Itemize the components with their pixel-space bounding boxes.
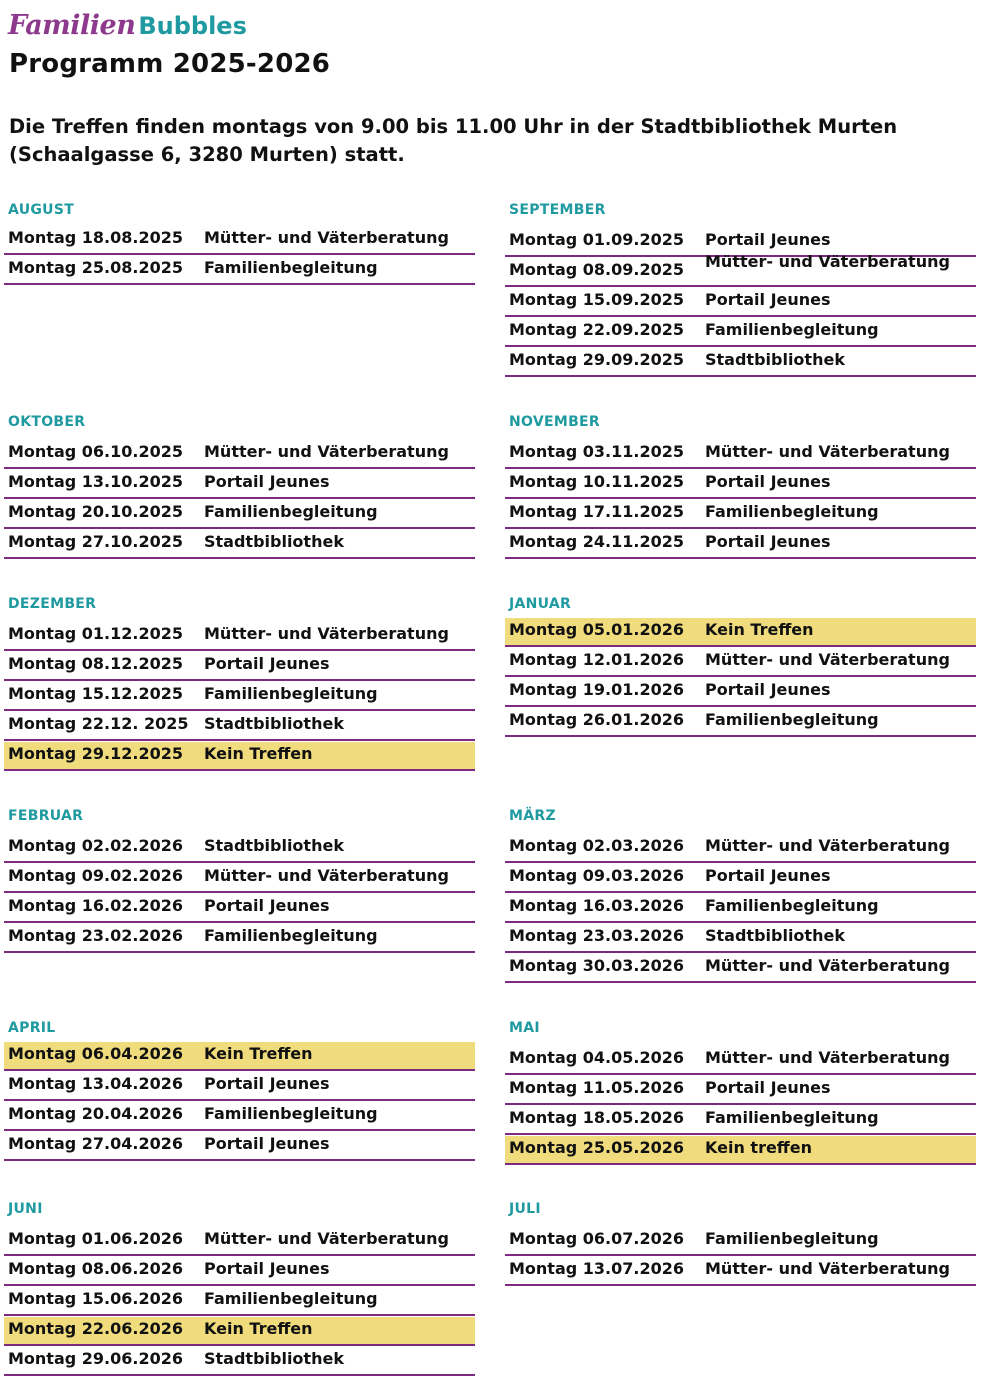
row-event: Mütter- und Väterberatung: [204, 442, 449, 461]
row-date: Montag 15.06.2026: [8, 1289, 183, 1308]
row-event: Familienbegleitung: [204, 258, 378, 277]
row-date: Montag 12.01.2026: [509, 650, 684, 669]
row-date: Montag 13.07.2026: [509, 1259, 684, 1278]
row-date: Montag 23.03.2026: [509, 926, 684, 945]
row-event: Portail Jeunes: [705, 532, 831, 551]
row-event: Stadtbibliothek: [204, 836, 344, 855]
row-date: Montag 11.05.2026: [509, 1078, 684, 1097]
schedule-row: [4, 622, 475, 651]
row-event: Stadtbibliothek: [204, 1349, 344, 1368]
row-event: Stadtbibliothek: [204, 532, 344, 551]
schedule-row: [505, 252, 976, 287]
row-date: Montag 15.09.2025: [509, 290, 684, 309]
schedule-row: [505, 1046, 976, 1075]
month-name: JULI: [509, 1201, 541, 1217]
schedule-row: [4, 1102, 475, 1131]
month-rows: [505, 440, 976, 559]
row-event: Portail Jeunes: [705, 866, 831, 885]
month-name: MÄRZ: [509, 808, 556, 824]
row-date: Montag 08.09.2025: [509, 260, 684, 279]
row-event: Familienbegleitung: [204, 1104, 378, 1123]
row-event: Familienbegleitung: [705, 1229, 879, 1248]
row-date: Montag 16.02.2026: [8, 896, 183, 915]
schedule-row: [4, 1227, 475, 1256]
row-date: Montag 16.03.2026: [509, 896, 684, 915]
row-event: Kein Treffen: [204, 1319, 313, 1338]
schedule-row: [4, 470, 475, 499]
month-rows: [505, 618, 976, 737]
month-rows: [505, 1227, 976, 1286]
row-event: Portail Jeunes: [705, 230, 831, 249]
row-date: Montag 19.01.2026: [509, 680, 684, 699]
row-date: Montag 27.04.2026: [8, 1134, 183, 1153]
schedule-row: [4, 924, 475, 953]
schedule-row: [505, 864, 976, 893]
schedule-row: [505, 470, 976, 499]
row-date: Montag 25.08.2025: [8, 258, 183, 277]
row-event: Familienbegleitung: [204, 1289, 378, 1308]
month-name: OKTOBER: [8, 414, 86, 430]
schedule-row: [505, 1106, 976, 1135]
row-date: Montag 27.10.2025: [8, 532, 183, 551]
schedule-row: [4, 530, 475, 559]
schedule-row: [505, 708, 976, 737]
row-event: Kein treffen: [705, 1138, 813, 1157]
month-rows: [4, 1042, 475, 1161]
schedule-row: [4, 652, 475, 681]
month-name: SEPTEMBER: [509, 202, 606, 218]
row-date: Montag 20.04.2026: [8, 1104, 183, 1123]
row-date: Montag 09.03.2026: [509, 866, 684, 885]
month-name: DEZEMBER: [8, 596, 97, 612]
schedule-row: [4, 712, 475, 741]
logo-bold-text: Bubbles: [138, 12, 247, 40]
row-date: Montag 23.02.2026: [8, 926, 183, 945]
row-date: Montag 06.10.2025: [8, 442, 183, 461]
schedule-row: [505, 678, 976, 707]
month-rows: [4, 226, 475, 285]
row-date: Montag 24.11.2025: [509, 532, 684, 551]
row-event: Mütter- und Väterberatung: [705, 442, 950, 461]
month-name: FEBRUAR: [8, 808, 84, 824]
row-event: Familienbegleitung: [705, 320, 879, 339]
row-event: Portail Jeunes: [204, 1074, 330, 1093]
row-date: Montag 15.12.2025: [8, 684, 183, 703]
row-event: Kein Treffen: [705, 620, 814, 639]
schedule-row: [4, 894, 475, 923]
month-rows: [4, 1227, 475, 1376]
row-event: Mütter- und Väterberatung: [705, 252, 950, 271]
schedule-row: [505, 440, 976, 469]
row-event: Mütter- und Väterberatung: [705, 1048, 950, 1067]
row-date: Montag 05.01.2026: [509, 620, 684, 639]
row-event: Portail Jeunes: [204, 896, 330, 915]
month-name: JANUAR: [509, 596, 572, 612]
row-date: Montag 25.05.2026: [509, 1138, 684, 1157]
row-date: Montag 29.12.2025: [8, 744, 183, 763]
schedule-row: [505, 530, 976, 559]
row-event: Portail Jeunes: [705, 680, 831, 699]
row-event: Stadtbibliothek: [705, 350, 845, 369]
row-event: Mütter- und Väterberatung: [204, 228, 449, 247]
row-date: Montag 06.07.2026: [509, 1229, 684, 1248]
row-event: Familienbegleitung: [204, 926, 378, 945]
schedule-row: [4, 1347, 475, 1376]
row-date: Montag 01.09.2025: [509, 230, 684, 249]
row-date: Montag 02.03.2026: [509, 836, 684, 855]
schedule-row: [505, 894, 976, 923]
schedule-row: [4, 834, 475, 863]
row-event: Portail Jeunes: [204, 654, 330, 673]
month-name: JUNI: [8, 1201, 43, 1217]
schedule-row: [505, 1227, 976, 1256]
row-event: Portail Jeunes: [204, 472, 330, 491]
row-date: Montag 10.11.2025: [509, 472, 684, 491]
schedule-row-no-meeting: [4, 1042, 475, 1071]
row-date: Montag 02.02.2026: [8, 836, 183, 855]
row-date: Montag 08.06.2026: [8, 1259, 183, 1278]
row-event: Mütter- und Väterberatung: [204, 1229, 449, 1248]
row-date: Montag 22.12. 2025: [8, 714, 189, 733]
row-event: Portail Jeunes: [204, 1134, 330, 1153]
schedule-row: [4, 682, 475, 711]
row-date: Montag 18.05.2026: [509, 1108, 684, 1127]
schedule-row: [505, 288, 976, 317]
row-date: Montag 17.11.2025: [509, 502, 684, 521]
schedule-row: [4, 226, 475, 255]
schedule-row: [505, 648, 976, 677]
schedule-row: [4, 256, 475, 285]
schedule-row: [505, 954, 976, 983]
logo-script-text: Familien: [8, 10, 136, 41]
row-date: Montag 01.06.2026: [8, 1229, 183, 1248]
row-event: Portail Jeunes: [705, 472, 831, 491]
row-date: Montag 09.02.2026: [8, 866, 183, 885]
row-event: Kein Treffen: [204, 744, 313, 763]
row-event: Familienbegleitung: [204, 502, 378, 521]
row-date: Montag 18.08.2025: [8, 228, 183, 247]
page-title: Programm 2025-2026: [9, 49, 331, 79]
month-rows: [4, 440, 475, 559]
row-event: Portail Jeunes: [705, 290, 831, 309]
schedule-row: [505, 1257, 976, 1286]
intro-text: Die Treffen finden montags von 9.00 bis 11.00 Uhr in der Stadtbibliothek Murten (Schaalgasse 6, 3280 Murten) statt.: [9, 115, 898, 166]
logo: [8, 10, 247, 46]
row-event: Familienbegleitung: [705, 502, 879, 521]
month-rows: [4, 622, 475, 771]
row-date: Montag 22.09.2025: [509, 320, 684, 339]
schedule-row: [4, 440, 475, 469]
row-event: Familienbegleitung: [705, 896, 879, 915]
schedule-row: [4, 1257, 475, 1286]
row-event: Portail Jeunes: [705, 1078, 831, 1097]
row-event: Mütter- und Väterberatung: [204, 866, 449, 885]
row-event: Mütter- und Väterberatung: [705, 1259, 950, 1278]
month-name: NOVEMBER: [509, 414, 600, 430]
month-rows: [505, 228, 976, 377]
month-rows: [505, 834, 976, 983]
row-event: Mütter- und Väterberatung: [705, 650, 950, 669]
schedule-row: [505, 348, 976, 377]
schedule-row: [505, 834, 976, 863]
schedule-row: [4, 500, 475, 529]
row-date: Montag 29.09.2025: [509, 350, 684, 369]
row-date: Montag 13.04.2026: [8, 1074, 183, 1093]
schedule-row: [505, 924, 976, 953]
row-date: Montag 08.12.2025: [8, 654, 183, 673]
row-date: Montag 26.01.2026: [509, 710, 684, 729]
row-date: Montag 13.10.2025: [8, 472, 183, 491]
row-event: Kein Treffen: [204, 1044, 313, 1063]
row-event: Portail Jeunes: [204, 1259, 330, 1278]
schedule-row: [4, 1072, 475, 1101]
row-date: Montag 06.04.2026: [8, 1044, 183, 1063]
row-date: Montag 30.03.2026: [509, 956, 684, 975]
row-event: Mütter- und Väterberatung: [705, 956, 950, 975]
row-event: Stadtbibliothek: [705, 926, 845, 945]
month-rows: [505, 1046, 976, 1165]
month-name: APRIL: [8, 1020, 56, 1036]
row-date: Montag 20.10.2025: [8, 502, 183, 521]
schedule-row-no-meeting: [505, 618, 976, 647]
row-event: Familienbegleitung: [204, 684, 378, 703]
schedule-row: [4, 1287, 475, 1316]
month-name: MAI: [509, 1020, 540, 1036]
schedule-row-no-meeting: [4, 1317, 475, 1346]
schedule-row: [505, 1076, 976, 1105]
schedule-row-no-meeting: [505, 1136, 976, 1165]
month-rows: [4, 834, 475, 953]
row-event: Mütter- und Väterberatung: [204, 624, 449, 643]
schedule-row: [505, 500, 976, 529]
row-date: Montag 01.12.2025: [8, 624, 183, 643]
schedule-row: [4, 864, 475, 893]
row-date: Montag 04.05.2026: [509, 1048, 684, 1067]
row-date: Montag 03.11.2025: [509, 442, 684, 461]
schedule-row: [505, 318, 976, 347]
row-event: Familienbegleitung: [705, 710, 879, 729]
month-name: AUGUST: [8, 202, 75, 218]
schedule-row-no-meeting: [4, 742, 475, 771]
row-date: Montag 22.06.2026: [8, 1319, 183, 1338]
row-event: Familienbegleitung: [705, 1108, 879, 1127]
schedule-row: [4, 1132, 475, 1161]
row-event: Mütter- und Väterberatung: [705, 836, 950, 855]
row-date: Montag 29.06.2026: [8, 1349, 183, 1368]
row-event: Stadtbibliothek: [204, 714, 344, 733]
